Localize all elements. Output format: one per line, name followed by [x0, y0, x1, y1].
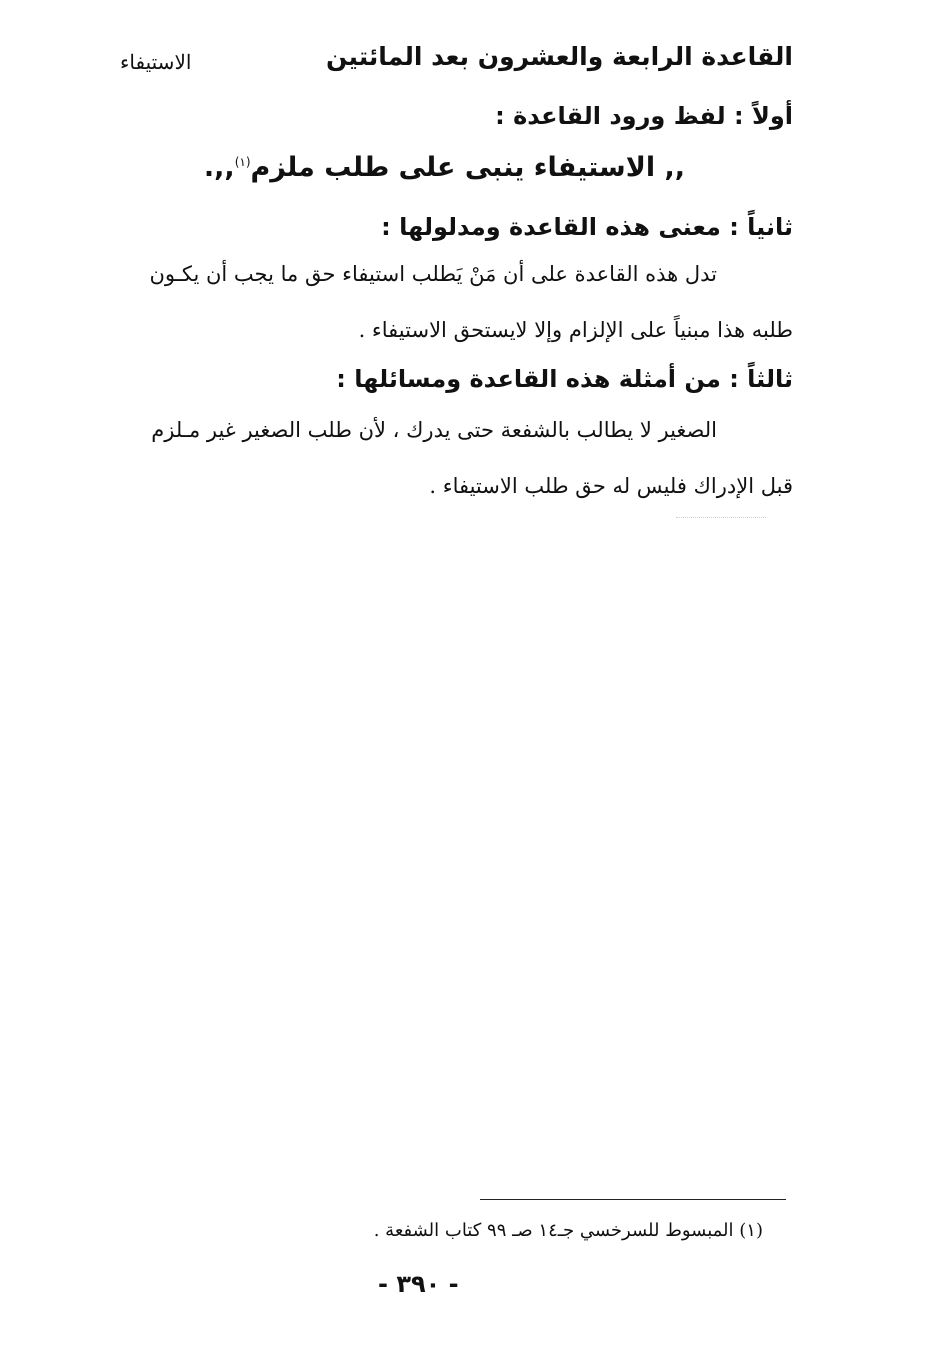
scan-artifact: [676, 517, 766, 518]
rule-close: ,,.: [203, 152, 235, 183]
footnote-divider: [480, 1199, 786, 1200]
meaning-paragraph-line-1: تدل هذه القاعدة على أن مَنْ يَطلب استيفاء حق ما يجب أن يكـون: [149, 262, 717, 286]
rule-text: ,, الاستيفاء ينبى على طلب ملزم: [250, 152, 685, 183]
page-number: - ٣٩٠ -: [378, 1270, 459, 1298]
example-paragraph-line-2: قبل الإدراك فليس له حق طلب الاستيفاء .: [429, 474, 793, 498]
section-heading-1: أولاً : لفظ ورود القاعدة :: [495, 102, 793, 130]
footnote: (١) المبسوط للسرخسي جـ١٤ صـ ٩٩ كتاب الشفعة .: [373, 1220, 763, 1241]
page-header-title: القاعدة الرابعة والعشرون بعد المائتين: [326, 42, 793, 71]
section-heading-2: ثانياً : معنى هذه القاعدة ومدلولها :: [381, 213, 793, 241]
example-paragraph-line-1: الصغير لا يطالب بالشفعة حتى يدرك ، لأن طلب الصغير غير مـلزم: [151, 418, 717, 442]
footnote-reference: (١): [234, 155, 251, 169]
rule-statement: [204, 152, 685, 183]
meaning-paragraph-line-2: طلبه هذا مبنياً على الإلزام وإلا لايستحق الاستيفاء .: [358, 318, 793, 342]
section-heading-3: ثالثاً : من أمثلة هذه القاعدة ومسائلها :: [336, 365, 793, 393]
page-header-section: الاستيفاء: [120, 50, 192, 74]
